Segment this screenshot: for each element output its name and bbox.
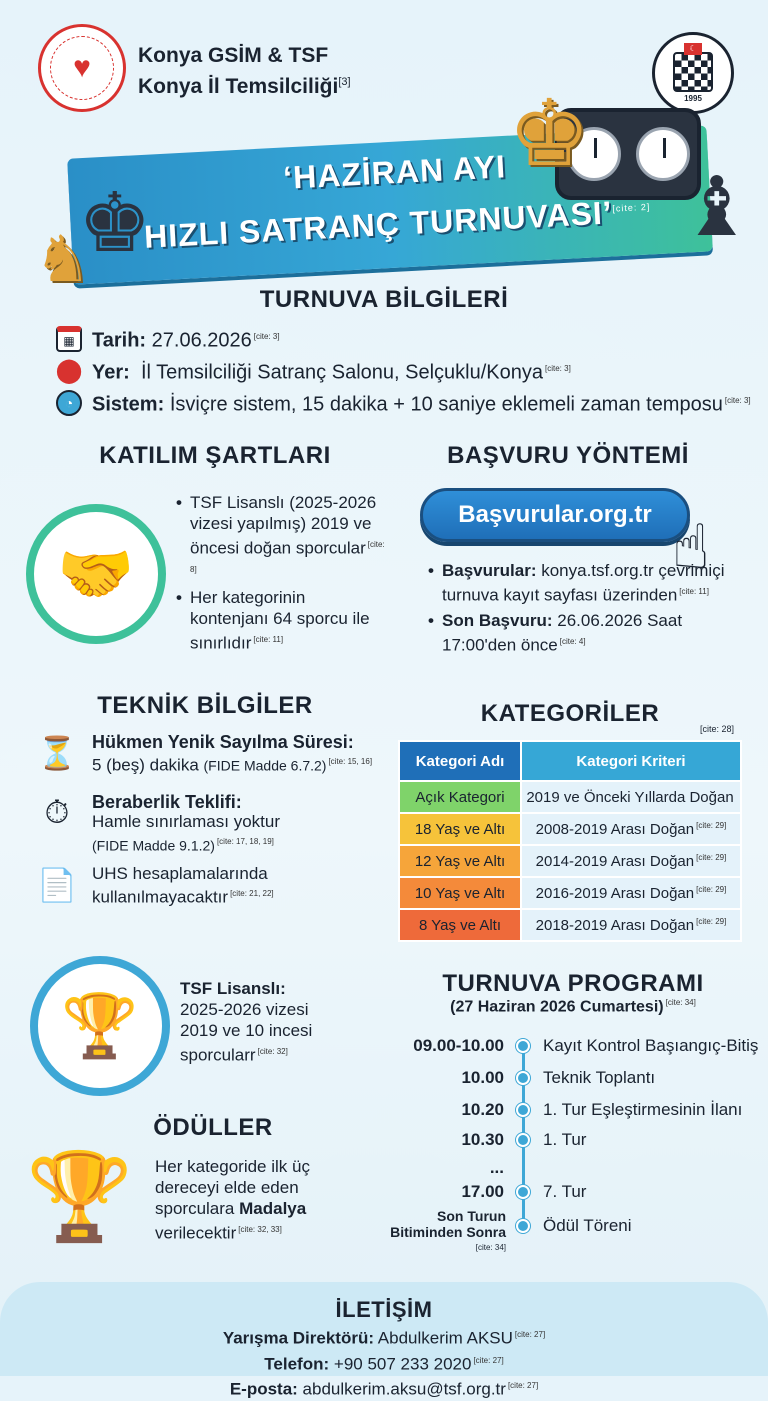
- category-name: 18 Yaş ve Altı: [399, 813, 521, 845]
- place-label: Yer:: [92, 361, 130, 384]
- category-name: 10 Yaş ve Altı: [399, 877, 521, 909]
- chess-knight-icon: ♞: [34, 223, 92, 295]
- timeline-label: 1. Tur Eşleştirmesinin İlanı: [543, 1100, 743, 1119]
- category-row: [399, 877, 741, 909]
- categories-cite: [cite: 28]: [700, 724, 735, 734]
- application-title: BAŞVURU YÖNTEMİ: [447, 442, 689, 469]
- application-item: • Başvurular: konya.tsf.org.tr çevrimiçi turnuva kayıt sayfası üzerinden [cite: 11]: [428, 560, 728, 606]
- title-line2: HIZLI SATRANÇ TURNUVASI’: [143, 194, 614, 255]
- system-value: İsviçre sistem, 15 dakika + 10 saniye eklemeli zaman temposu: [169, 393, 723, 416]
- application-site-button[interactable]: Başvurular.org.tr: [420, 488, 690, 542]
- title-line1: ‘HAZİRAN AYI: [282, 148, 507, 196]
- tech-uhs: 📄 UHS hesaplamalarında kullanılmayacaktır [cite: 21, 22]: [37, 864, 274, 907]
- tech-forfeit: ⏳ Hükmen Yenik Sayılma Süresi: 5 (beş) dakika (FIDE Madde 6.7.2) [cite: 15, 16]: [37, 732, 373, 775]
- clock-icon: ◔: [56, 390, 82, 416]
- timeline-label: 1. Tur: [543, 1130, 587, 1149]
- place-cite: [cite: 3]: [545, 364, 571, 373]
- category-row: [399, 845, 741, 877]
- col-category-name: Kategori Adı: [399, 741, 521, 781]
- info-title: TURNUVA BİLGİLERİ: [259, 286, 509, 313]
- date-label: Tarih:: [92, 329, 147, 352]
- organizer-title: [138, 42, 351, 100]
- info-date: [56, 324, 280, 354]
- calendar-icon: ▦: [56, 326, 82, 352]
- category-criteria: 2016-2019 Arası Doğan [cite: 29]: [521, 877, 741, 909]
- email-link[interactable]: abdulkerim.aksu@tsf.org.tr: [302, 1379, 506, 1399]
- licensed-text: TSF Lisanslı: 2025-2026 vizesi 2019 ve 10 incesi sporcularr [cite: 32]: [180, 979, 313, 1065]
- title-cite: [cite: 2]: [612, 201, 651, 214]
- tech-draw-offer: ⏱ Beraberlik Teklifi: Hamle sınırlaması yoktur (FIDE Madde 9.1.2) [cite: 17, 18, 19]: [36, 792, 280, 856]
- system-label: Sistem:: [92, 393, 165, 416]
- timeline-label: Kayıt Kontrol Başıangıç-Bitiş: [543, 1036, 759, 1055]
- contact-text: İLETİŞİM Yarışma Direktörü: Abdulkerim AKSU [cite: 27] Telefon: +90 507 233 2020 [cite: 27] E-posta: abdulkerim.aksu@tsf.org.tr [cite: 27]: [0, 1298, 768, 1401]
- timeline-dot: [516, 1133, 530, 1147]
- categories-title: KATEGORİLER: [480, 700, 660, 727]
- awards-title: ÖDÜLLER: [153, 1114, 273, 1141]
- awards-text: Her kategoride ilk üç dereceyi elde eden sporculara Madalya verilecektir [cite: 32, 33]: [155, 1157, 310, 1243]
- gsim-logo: [38, 24, 126, 112]
- organizer-cite: [3]: [338, 76, 351, 88]
- contact-title: İLETİŞİM: [335, 1297, 433, 1322]
- date-cite: [cite: 3]: [253, 332, 280, 341]
- trophy-laurel-icon: 🏆: [26, 1149, 134, 1245]
- timeline-time: 10.00: [461, 1068, 504, 1087]
- program-subtitle: (27 Haziran 2026 Cumartesi) [cite: 34]: [450, 998, 696, 1016]
- info-system: [56, 388, 751, 418]
- timeline-dot: [516, 1071, 530, 1085]
- category-criteria: 2014-2019 Arası Doğan [cite: 29]: [521, 845, 741, 877]
- flag-icon: ☾: [684, 43, 702, 55]
- category-row: [399, 813, 741, 845]
- participation-item: • TSF Lisanslı (2025-2026 vizesi yapılmış) 2019 ve öncesi doğan sporcular [cite: 8]: [176, 492, 386, 583]
- participation-title: KATILIM ŞARTLARI: [99, 442, 331, 469]
- timeline-dot: [516, 1219, 530, 1233]
- timeline-time: 10.20: [461, 1100, 504, 1119]
- category-name: 12 Yaş ve Altı: [399, 845, 521, 877]
- categories-table: [398, 740, 742, 942]
- black-king-icon: ♚: [78, 178, 152, 269]
- hourglass-icon: ⏳: [37, 735, 77, 771]
- place-value: İl Temsilciliği Satranç Salonu, Selçuklu/Konya: [140, 361, 543, 384]
- timeline-time: 17.00: [461, 1182, 504, 1201]
- category-row: [399, 781, 741, 813]
- participation-item: • Her kategorinin kontenjanı 64 sporcu ile sınırlıdır [cite: 11]: [176, 587, 386, 654]
- technical-title: TEKNİK BİLGİLER: [97, 692, 313, 719]
- timeline-last-time: Son Turun Bitiminden Sonra [cite: 34]: [390, 1208, 506, 1252]
- category-criteria: 2018-2019 Arası Doğan [cite: 29]: [521, 909, 741, 941]
- program-title: TURNUVA PROGRAMI: [442, 970, 704, 997]
- category-row: [399, 909, 741, 941]
- category-name: 8 Yaş ve Altı: [399, 909, 521, 941]
- category-criteria: 2008-2019 Arası Doğan [cite: 29]: [521, 813, 741, 845]
- timeline-time: 09.00-10.00: [413, 1036, 504, 1055]
- system-cite: [cite: 3]: [724, 396, 751, 405]
- heart-figure-icon: ♥: [50, 36, 114, 100]
- application-list: [428, 560, 728, 659]
- category-criteria: 2019 ve Önceki Yıllarda Doğan: [521, 781, 741, 813]
- participation-list: [176, 492, 386, 658]
- location-pin-icon: ⬤: [55, 356, 83, 384]
- pointer-hand-icon: ☝: [672, 513, 710, 582]
- timeline-label: 7. Tur: [543, 1182, 587, 1201]
- clock-pawn-icon: ⏱: [44, 794, 70, 830]
- col-category-criteria: Kategori Kriteri: [521, 741, 741, 781]
- timeline-dot: [516, 1103, 530, 1117]
- category-name: Açık Kategori: [399, 781, 521, 813]
- date-value: 27.06.2026: [151, 329, 252, 352]
- info-place: [56, 356, 571, 386]
- chessboard-icon: [673, 52, 713, 92]
- timeline-dot: [516, 1039, 530, 1053]
- application-item: • Son Başvuru: 26.06.2026 Saat 17:00'den önce [cite: 4]: [428, 610, 728, 656]
- timeline-label: Teknik Toplantı: [543, 1068, 656, 1087]
- trophy-chess-icon: 🏆: [30, 956, 170, 1096]
- organizer-line2: Konya İl Temsilciliği: [138, 75, 339, 98]
- timeline-time: 10.30: [461, 1130, 504, 1149]
- organizer-line1: Konya GSİM & TSF: [138, 44, 329, 67]
- tsf-konya-logo: [652, 32, 734, 114]
- timeline-dot: [516, 1185, 530, 1199]
- handshake-calendar-icon: 🤝: [26, 504, 166, 644]
- timeline-last-label: Ödül Töreni: [543, 1216, 632, 1235]
- black-bishop-icon: ♝: [680, 162, 754, 253]
- logo-year: 1995: [684, 93, 702, 103]
- timeline-time: ...: [489, 1158, 504, 1177]
- chess-king-icon: ♚: [508, 83, 591, 185]
- document-icon: 📄: [37, 867, 77, 903]
